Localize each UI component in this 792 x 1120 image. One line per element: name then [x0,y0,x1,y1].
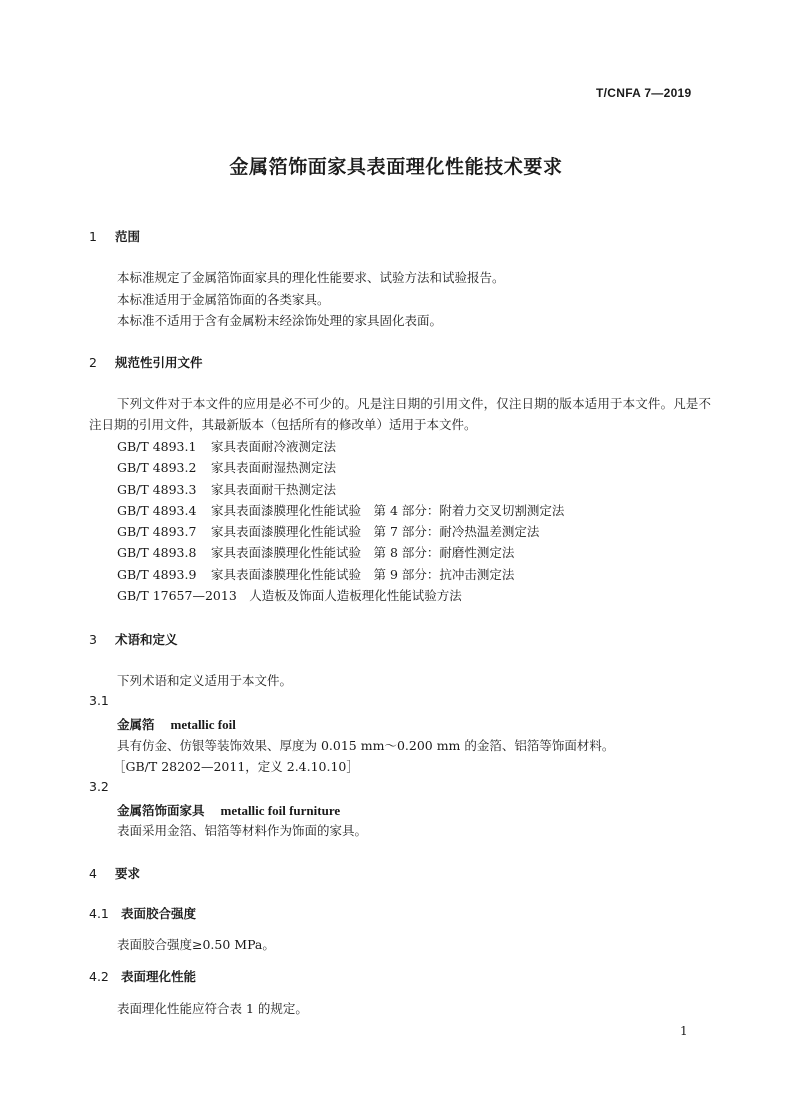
scope-paragraph: 本标准规定了金属箔饰面家具的理化性能要求、试验方法和试验报告。 [117,270,505,285]
section-title: 范围 [115,229,141,244]
reference-code: GB/T 4893.9 [117,567,197,582]
section-title: 规范性引用文件 [115,355,203,370]
reference-item [117,458,336,476]
term-chinese: 金属箔 [117,717,155,732]
reference-item [117,437,336,455]
reference-title: 家具表面漆膜理化性能试验 第 8 部分：耐磨性测定法 [211,545,515,560]
subsection-title: 表面理化性能 [121,969,197,984]
reference-title: 家具表面耐干热测定法 [211,482,337,497]
section-3-heading [89,630,178,648]
subsection-text: 表面胶合强度≥0.50 MPa。 [117,937,275,952]
section-1-heading [89,227,140,245]
subsection-number: 4.1 [89,906,109,921]
section-2-heading [89,353,203,371]
term-chinese: 金属箔饰面家具 [117,803,205,818]
document-title: 金属箔饰面家具表面理化性能技术要求 [229,156,563,178]
term-definition: 具有仿金、仿银等装饰效果、厚度为 0.015 mm～0.200 mm 的金箔、铝箔等饰面材料。 [117,738,615,753]
section-title: 术语和定义 [115,632,178,647]
term-entry [117,714,236,733]
reference-title: 家具表面漆膜理化性能试验 第 4 部分：附着力交叉切割测定法 [211,503,565,518]
subsection-title: 表面胶合强度 [121,906,197,921]
subsection-text: 表面理化性能应符合表 1 的规定。 [117,1001,308,1016]
term-english: metallic foil [170,717,236,732]
reference-code: GB/T 4893.4 [117,503,197,518]
section-number: 4 [89,866,97,881]
standard-code: T/CNFA 7—2019 [596,86,692,100]
reference-code: GB/T 4893.2 [117,460,197,475]
reference-item: GB/T 17657—2013 人造板及饰面人造板理化性能试验方法 [117,588,462,603]
reference-title: 家具表面耐冷液测定法 [211,439,337,454]
reference-item [117,543,514,561]
section-number: 2 [89,355,97,370]
reference-item [117,565,514,583]
scope-paragraph: 本标准不适用于含有金属粉末经涂饰处理的家具固化表面。 [117,313,443,328]
term-number: 3.1 [89,693,109,708]
reference-item [117,501,564,519]
term-source: ［GB/T 28202—2011，定义 2.4.10.10］ [113,759,359,774]
reference-item [117,522,539,540]
normative-intro-paragraph: 下列文件对于本文件的应用是必不可少的。凡是注日期的引用文件，仅注日期的版本适用于本文件。凡是不注日期的引用文件，其最新版本（包括所有的修改单）适用于本文件。 [89,396,711,432]
reference-title: 家具表面漆膜理化性能试验 第 7 部分：耐冷热温差测定法 [211,524,540,539]
reference-code: GB/T 4893.8 [117,545,197,560]
section-number: 3 [89,632,97,647]
page-number: 1 [680,1024,688,1038]
term-number: 3.2 [89,779,109,794]
reference-code: GB/T 4893.1 [117,439,197,454]
reference-code: GB/T 4893.3 [117,482,197,497]
reference-code: GB/T 4893.7 [117,524,197,539]
terms-intro: 下列术语和定义适用于本文件。 [117,673,293,688]
reference-item [117,480,336,498]
scope-paragraph: 本标准适用于金属箔饰面的各类家具。 [117,292,330,307]
subsection-4-1-heading [89,904,196,922]
section-4-heading [89,864,140,882]
subsection-number: 4.2 [89,969,109,984]
subsection-4-2-heading [89,967,196,985]
section-number: 1 [89,229,97,244]
reference-title: 家具表面耐湿热测定法 [211,460,337,475]
term-english: metallic foil furniture [220,803,341,818]
term-definition: 表面采用金箔、铝箔等材料作为饰面的家具。 [117,823,368,838]
section-title: 要求 [115,866,141,881]
term-entry [117,800,340,819]
reference-title: 家具表面漆膜理化性能试验 第 9 部分：抗冲击测定法 [211,567,515,582]
